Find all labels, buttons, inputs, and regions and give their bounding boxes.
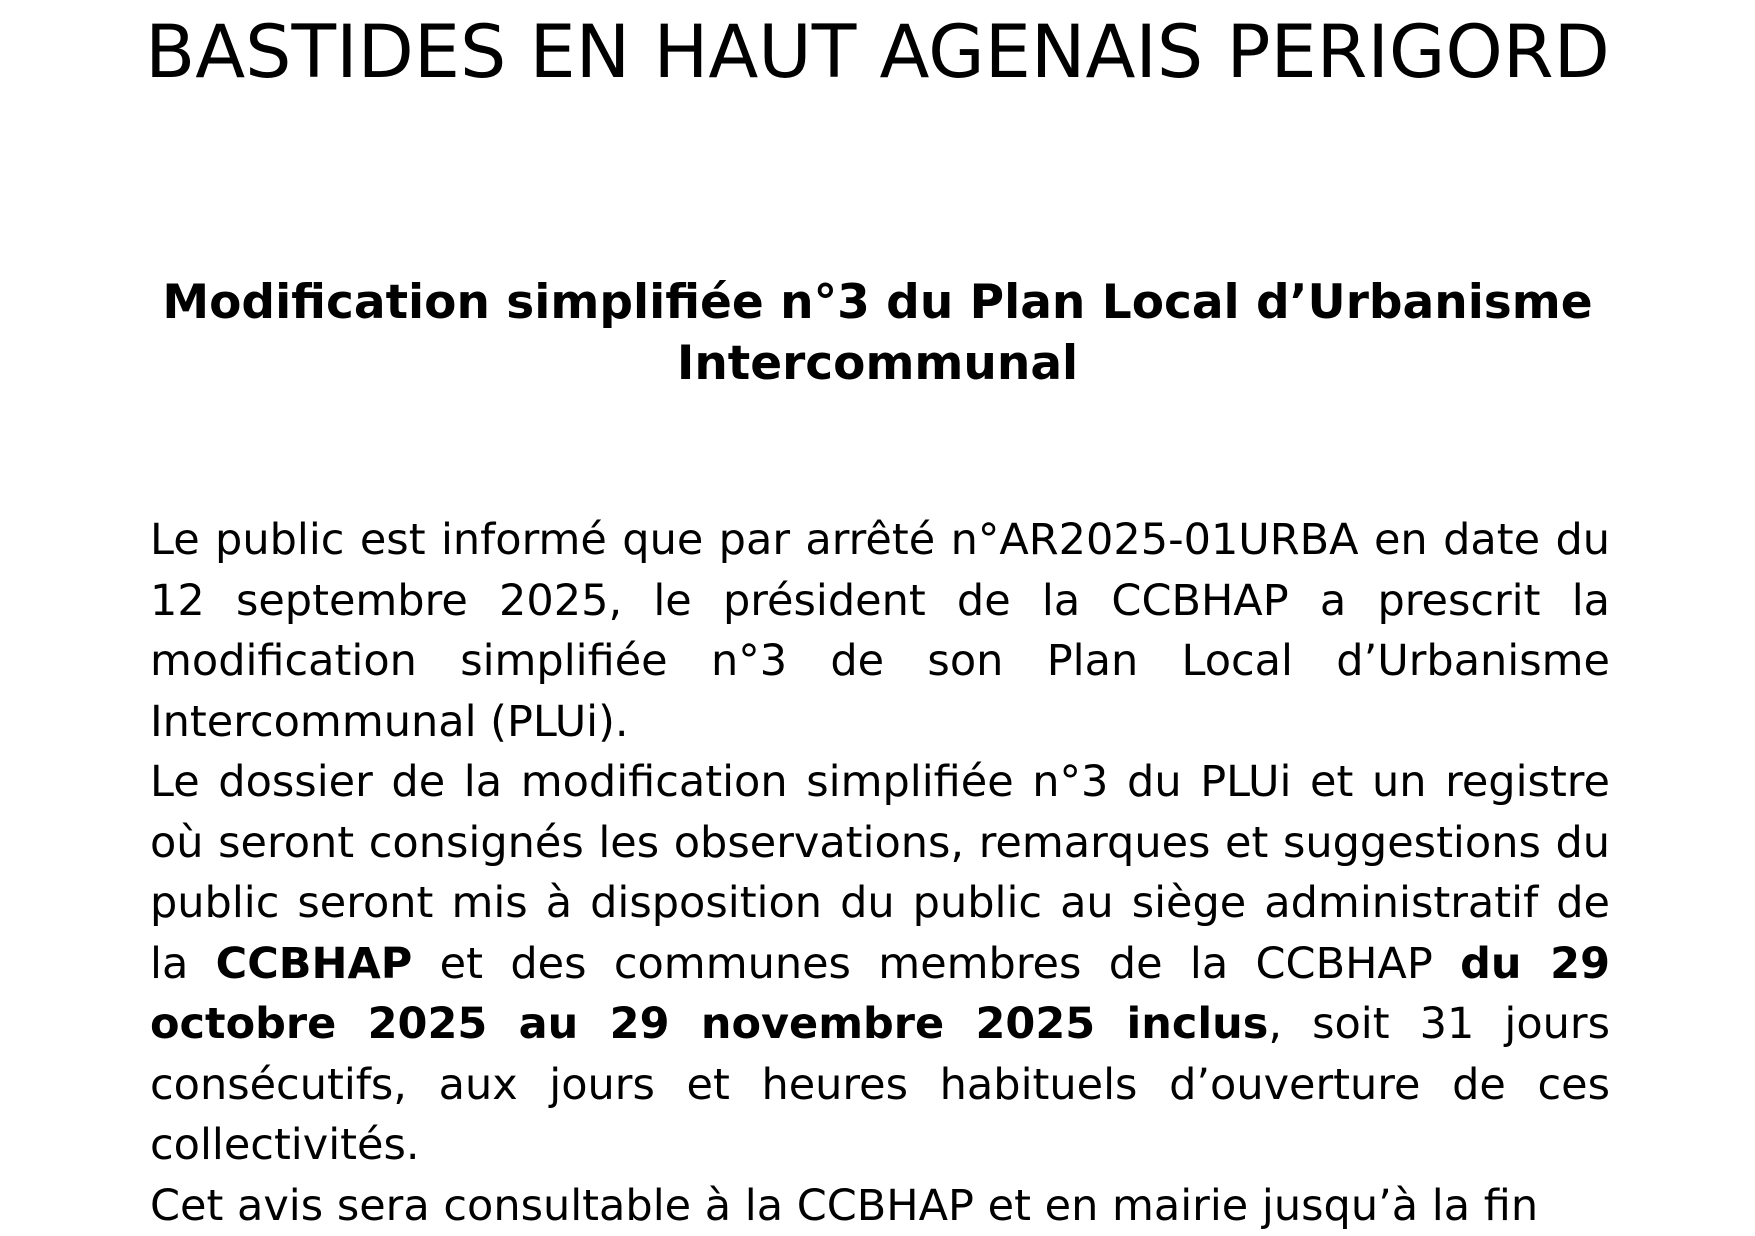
paragraph-consultation-text-3: , soit 31 jours consécutifs, aux jours et heures habituels d’ouverture de ces collectivités. bbox=[150, 999, 1610, 1170]
paragraph-consultation-text-2: et des communes membres de la CCBHAP bbox=[412, 939, 1460, 989]
paragraph-consultation-text-1: Le dossier de la modification simplifiée n°3 du PLUi et un registre où seront consignés les observations, remarques et suggestions du public seront mis à disposition du public au siège administratif de la bbox=[150, 757, 1610, 989]
subtitle-line-1: Modification simplifiée n°3 du Plan Local d’Urbanisme bbox=[162, 275, 1592, 330]
paragraph-decree: Le public est informé que par arrêté n°AR2025-01URBA en date du 12 septembre 2025, le président de la CCBHAP a prescrit la modification simplifiée n°3 de son Plan Local d’Urbanisme Intercommunal (PLUi). bbox=[150, 510, 1610, 752]
page-title: BASTIDES EN HAUT AGENAIS PERIGORD bbox=[0, 10, 1755, 96]
paragraph-consultation-ccbhap: CCBHAP bbox=[216, 939, 413, 989]
paragraph-consultation-dates: du 29 octobre 2025 au 29 novembre 2025 inclus bbox=[150, 939, 1610, 1050]
notice-body bbox=[150, 510, 1610, 1236]
document-subtitle bbox=[150, 272, 1605, 394]
paragraph-consultation bbox=[150, 752, 1610, 1176]
subtitle-line-2: Intercommunal bbox=[677, 336, 1078, 391]
paragraph-notice: Cet avis sera consultable à la CCBHAP et en mairie jusqu’à la fin bbox=[150, 1176, 1610, 1236]
